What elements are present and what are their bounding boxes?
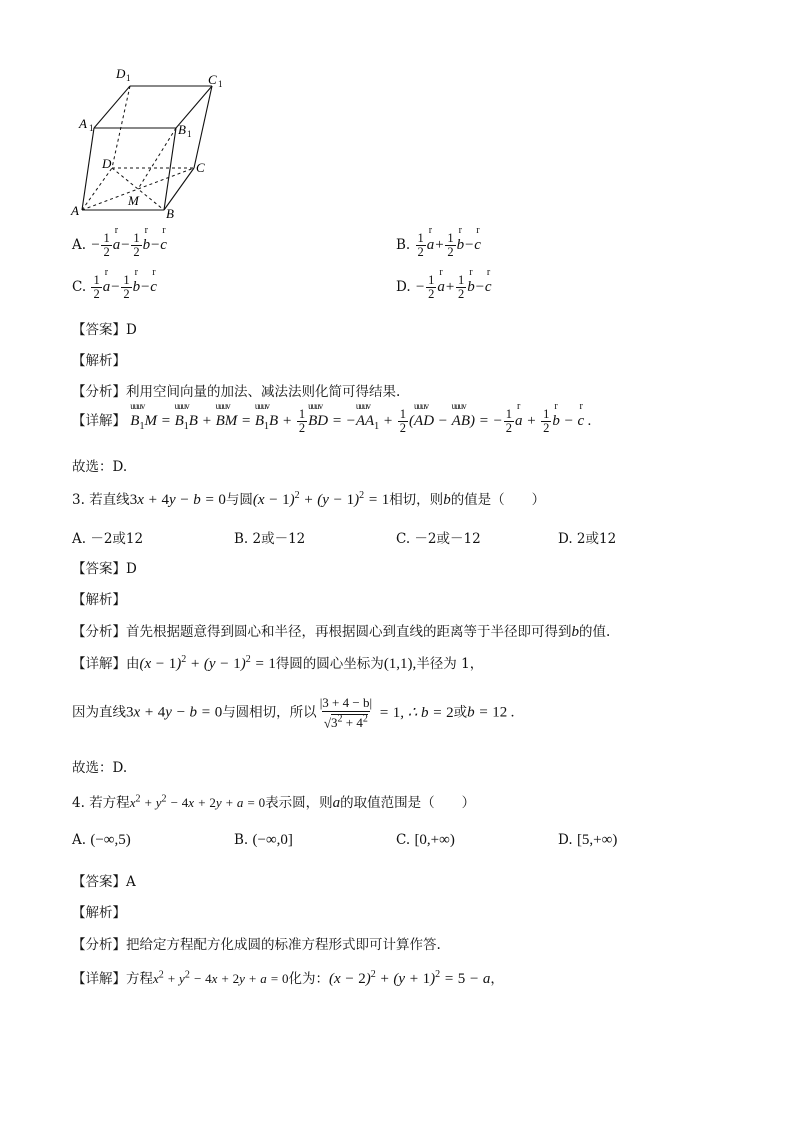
q4-fenxi: 【分析】把给定方程配方化成圆的标准方程形式即可计算作答. bbox=[72, 937, 441, 953]
q3-xiangjie-line2: 因为直线3x + 4y − b = 0与圆相切，所以 $\frac{|3 + 4 - b|}{√3^2 + 4^2}$ = 1, ∴ b = 2或b = 12 . bbox=[72, 695, 515, 731]
label-M: M bbox=[128, 193, 139, 208]
q4-answer: 【答案】A bbox=[72, 874, 136, 890]
q2-option-c: C. $\frac{1}{2}$ r a− $\frac{1}{2}$ r b−r c bbox=[72, 274, 157, 301]
label-D: D bbox=[102, 156, 112, 171]
label-D1: D bbox=[116, 66, 126, 81]
q4-stem: 4. 若方程$x^2 + y^2 - 4x + 2y + a = 0$表示圆，则a的取值范围是（ ） bbox=[72, 793, 476, 811]
q4-option-c: C. [0,+∞) bbox=[396, 832, 455, 848]
q3-option-c: C. －2或－12 bbox=[396, 531, 481, 547]
q2-option-a: A. − $\frac{1}{2}$ r a− $\frac{1}{2}$ r b−r c bbox=[72, 232, 167, 259]
q2-option-d: D. − $\frac{1}{2}$ r a+ $\frac{1}{2}$ r b−r c bbox=[396, 274, 491, 301]
label-A: A bbox=[71, 203, 79, 218]
q2-xiangjie: 【详解】 uuuv $B_1M$ = uuuv $B_1B$ + uuuv BM = uuuv $B_1B$ + $\frac{1}{2}$ uuuv BD = −uuuv $AA_1$ + $\frac{1}{2}$ (uuuv AD − uuuv AB) = − $\frac{1}{2}$ r a + $\frac{1}{2}$ r b − r c . bbox=[72, 408, 592, 435]
q4-option-d: D. [5,+∞) bbox=[558, 832, 618, 848]
label-C: C bbox=[196, 160, 205, 175]
q3-jiexi-tag: 【解析】 bbox=[72, 592, 126, 608]
q3-option-a: A. －2或12 bbox=[72, 531, 144, 547]
label-A1: A bbox=[79, 116, 87, 131]
svg-text:1: 1 bbox=[89, 123, 94, 133]
svg-text:1: 1 bbox=[187, 129, 192, 139]
q3-xiangjie-line1: 【详解】由$(x - 1)^2 + (y - 1)^2 = 1$得圆的圆心坐标为(1,1),半径为 1， bbox=[72, 654, 484, 672]
q2-answer: 【答案】D bbox=[72, 322, 137, 338]
q3-conclusion: 故选：D. bbox=[72, 760, 128, 776]
svg-text:1: 1 bbox=[126, 73, 131, 83]
q2-fenxi: 【分析】利用空间向量的加法、减法法则化简可得结果. bbox=[72, 384, 401, 400]
q3-answer: 【答案】D bbox=[72, 561, 137, 577]
q2-jiexi-tag: 【解析】 bbox=[72, 353, 126, 369]
q2-option-b: B. $\frac{1}{2}$ r a+ $\frac{1}{2}$ r b−r c bbox=[396, 232, 481, 259]
q4-option-b: B. (−∞,0] bbox=[234, 832, 293, 848]
q4-xiangjie: 【详解】方程$x^2 + y^2 - 4x + 2y + a = 0$化为：$(x - 2)^2 + (y + 1)^2 = 5 - a$， bbox=[72, 969, 504, 987]
parallelepiped-figure bbox=[70, 62, 240, 232]
label-B: B bbox=[166, 206, 174, 221]
q4-jiexi-tag: 【解析】 bbox=[72, 905, 126, 921]
label-C1: C bbox=[208, 72, 217, 87]
q3-option-b: B. 2或－12 bbox=[234, 531, 306, 547]
q4-option-a: A. (−∞,5) bbox=[72, 832, 131, 848]
q3-option-d: D. 2或12 bbox=[558, 531, 617, 547]
svg-text:1: 1 bbox=[218, 79, 223, 89]
q3-stem: 3. 若直线3x + 4y − b = 0与圆$(x - 1)^2 + (y - 1)^2 = 1$相切，则b的值是（ ） bbox=[72, 490, 546, 508]
q3-fenxi: 【分析】首先根据题意得到圆心和半径，再根据圆心到直线的距离等于半径即可得到b的值. bbox=[72, 624, 611, 640]
label-B1: B bbox=[178, 122, 186, 137]
q2-conclusion: 故选：D. bbox=[72, 459, 128, 475]
